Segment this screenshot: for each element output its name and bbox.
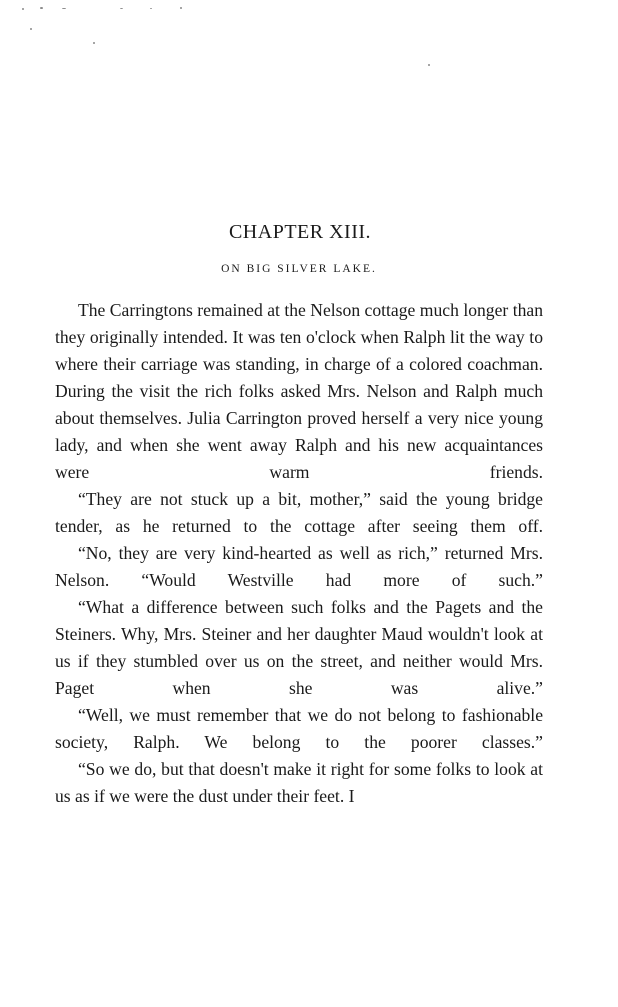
scan-speck (180, 7, 182, 9)
scan-speck (93, 42, 95, 44)
chapter-body (55, 297, 543, 810)
paragraph: The Carringtons remained at the Nelson cottage much longer than they originally intended. It was ten o'clock when Ralph lit the way to where their carriage was standing, in charge of a colored coachman. During the visit the rich folks asked Mrs. Nelson and Ralph much about themselves. Julia Carrington proved herself a very nice young lady, and when she went away Ralph and his new acquaintances were warm friends. (55, 300, 543, 482)
paragraph: “Well, we must remember that we do not belong to fashionable society, Ralph. We belong to the poorer classes.” (55, 705, 543, 752)
paragraph: “No, they are very kind-hearted as well as rich,” returned Mrs. Nelson. “Would Westville had more of such.” (55, 543, 543, 590)
scan-speck (30, 28, 32, 30)
paragraph: “They are not stuck up a bit, mother,” said the young bridge tender, as he returned to the cottage after seeing them off. (55, 489, 543, 536)
chapter-title: CHAPTER XIII. (228, 221, 372, 243)
paragraph: “What a difference between such folks and the Pagets and the Steiners. Why, Mrs. Steiner and her daughter Maud wouldn't look at us if they stumbled over us on the street, and neither would Mrs. Paget when she was alive.” (55, 597, 543, 698)
scan-speck (22, 8, 24, 10)
scan-speck (428, 64, 430, 66)
scan-speck (120, 8, 123, 9)
scan-speck (40, 7, 43, 9)
chapter-subtitle: ON BIG SILVER LAKE. (221, 263, 377, 275)
scan-speck (150, 8, 152, 9)
scan-speck (62, 8, 66, 9)
paragraph: “So we do, but that doesn't make it right for some folks to look at us as if we were the dust under their feet. I (55, 759, 543, 806)
